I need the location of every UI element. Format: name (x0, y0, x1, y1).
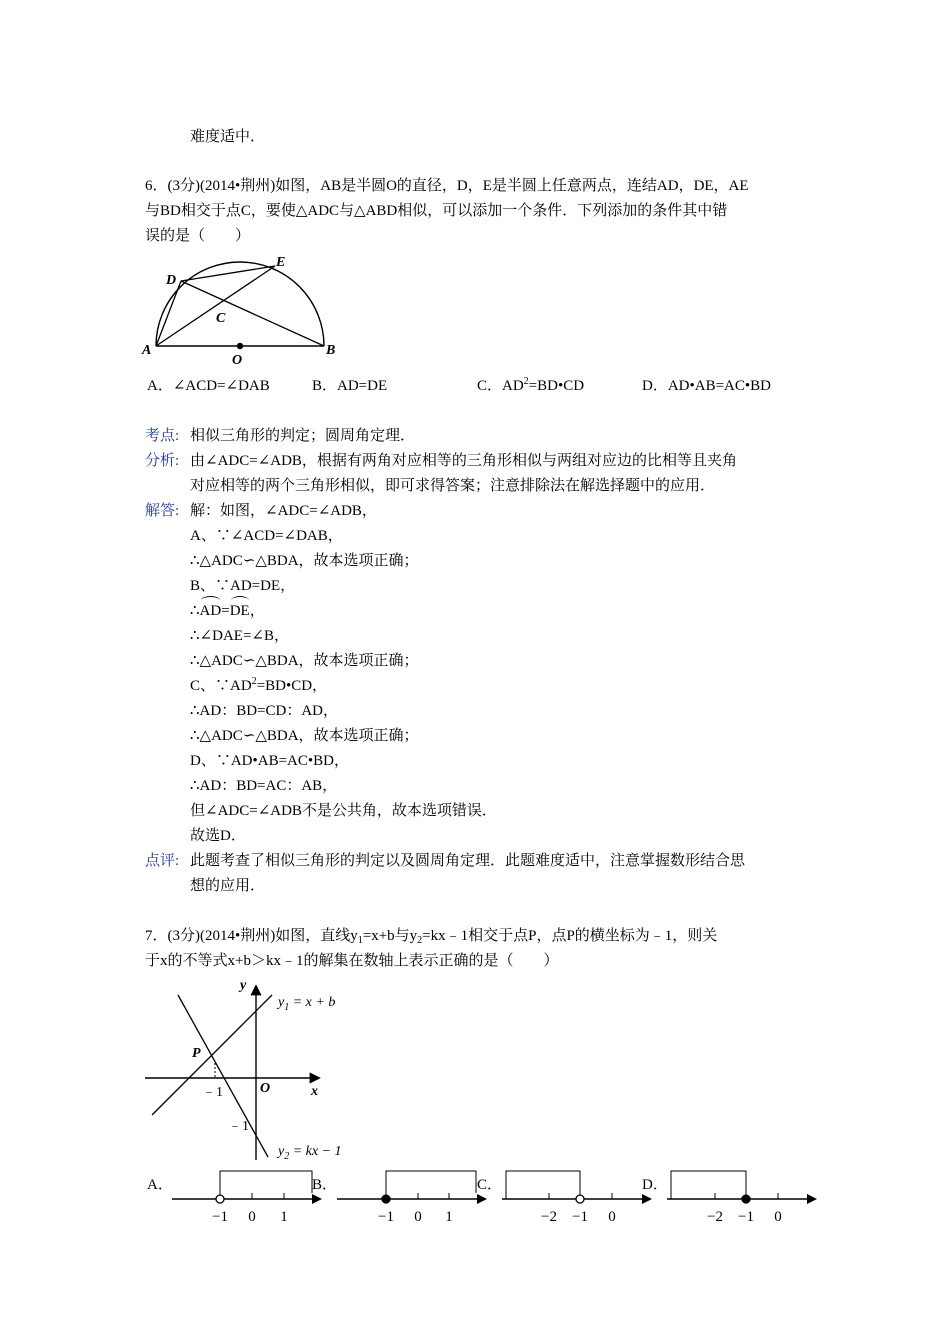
q7-number-lines (0, 1160, 950, 1230)
solution-step: D、∵AD•AB=AC•BD， (190, 753, 349, 769)
solid-point (742, 1195, 750, 1203)
q7-option-letter[interactable]: B． (312, 1177, 338, 1193)
solution-step: ∴∠DAE=∠B， (190, 628, 289, 644)
jieda-line-0: 解：如图，∠ADC=∠ADB， (190, 503, 377, 519)
solution-step: B、∵AD=DE， (190, 578, 296, 594)
q7-option-letter[interactable]: C． (477, 1177, 503, 1193)
y-axis-label: y (240, 978, 247, 993)
solution-step: ∴△ADC∽△BDA，故本选项正确； (190, 553, 419, 569)
number-line-arrow (807, 1194, 817, 1204)
hollow-point (216, 1195, 224, 1203)
x-tick-label: ﹣1 (202, 1085, 223, 1100)
solution-bracket (506, 1171, 580, 1199)
solution-step: ∴AD：BD=AC：AB， (190, 778, 338, 794)
q6-stem-line-3: 误的是（ ） (145, 228, 251, 244)
jieda-label: 解答: (145, 503, 180, 519)
label-o: O (232, 353, 243, 368)
kaodian-text: 相似三角形的判定；圆周角定理． (190, 428, 416, 444)
number-line-tick-label: −2 (707, 1209, 723, 1225)
solution-step: A、∵∠ACD=∠DAB， (190, 528, 343, 544)
number-line-tick-label: −1 (212, 1209, 228, 1225)
q7-option-letter[interactable]: A． (147, 1177, 173, 1193)
dianping-line-2: 想的应用． (190, 878, 266, 894)
number-line-arrow (642, 1194, 652, 1204)
label-d: D (166, 273, 177, 288)
number-line-tick-label: 1 (445, 1209, 453, 1225)
dianping-line-1: 此题考查了相似三角形的判定以及圆周角定理．此题难度适中，注意掌握数形结合思 (190, 853, 746, 869)
solution-step: ∴AD：BD=CD：AD， (190, 703, 339, 719)
number-line-tick-label: −1 (378, 1209, 394, 1225)
origin-label: O (260, 1081, 271, 1096)
solution-bracket (220, 1171, 312, 1199)
number-line-tick-label: 0 (248, 1209, 256, 1225)
number-line-tick-label: −1 (572, 1209, 588, 1225)
number-line-tick-label: −1 (738, 1209, 754, 1225)
q7-option-letter[interactable]: D． (642, 1177, 668, 1193)
q6-option-c[interactable]: C．$AD^2=BD•CD$ (477, 376, 585, 394)
q6-option-d[interactable]: D．AD•AB=AC•BD (642, 378, 771, 394)
arc-de: DE (229, 603, 250, 619)
solution-step: ∴△ADC∽△BDA，故本选项正确； (190, 653, 419, 669)
number-line-tick-label: 1 (280, 1209, 288, 1225)
q6-semicircle-figure (140, 250, 350, 370)
q7-stem-line-2: 于x的不等式x+b＞kx﹣1的解集在数轴上表示正确的是（ ） (145, 953, 559, 969)
hollow-point (576, 1195, 584, 1203)
q6-option-a[interactable]: A．∠ACD=∠DAB (147, 378, 270, 394)
line2-label: $y_2$ = kx − 1 (278, 1144, 342, 1162)
arc-ad: AD (199, 603, 222, 619)
dianping-label: 点评: (145, 853, 180, 869)
fenxi-label: 分析: (145, 453, 180, 469)
solution-bracket (671, 1171, 746, 1199)
point-p-label: P (192, 1046, 201, 1061)
solution-step: ∴△ADC∽△BDA，故本选项正确； (190, 728, 419, 744)
x-axis-label: x (311, 1084, 318, 1099)
number-line-tick-label: 0 (414, 1209, 422, 1225)
solid-point (382, 1195, 390, 1203)
number-line-tick-label: −2 (541, 1209, 557, 1225)
q6-stem-line-1: 6．(3分)(2014•荆州)如图，AB是半圆O的直径，D，E是半圆上任意两点，连结AD，DE，AE (145, 178, 749, 194)
label-b: B (326, 343, 336, 358)
q6-stem-line-2: 与BD相交于点C，要使△ADC与△ABD相似，可以添加一个条件．下列添加的条件其中错 (145, 203, 728, 219)
number-line-tick-label: 0 (608, 1209, 616, 1225)
solution-bracket (386, 1171, 476, 1199)
q6-option-b[interactable]: B．AD=DE (312, 378, 388, 394)
intro-text: 难度适中． (190, 129, 266, 145)
solution-step-arc: ∴AD=DE， (190, 603, 265, 619)
q7-stem-line-1: 7．(3分)(2014•荆州)如图，直线$y_1=x+b$与$y_2=kx﹣1$相交于点P，点P的横坐标为﹣1，则关 (145, 928, 718, 946)
y-tick-label: ﹣1 (228, 1119, 249, 1134)
label-c: C (216, 311, 226, 326)
label-e: E (276, 255, 286, 270)
number-line-arrow (477, 1194, 487, 1204)
number-line-arrow (312, 1194, 322, 1204)
number-line-tick-label: 0 (774, 1209, 782, 1225)
line1-label: $y_1 = x + b$ (278, 995, 336, 1013)
solution-step: C、$\because AD^2=BD•CD$， (190, 676, 328, 694)
fenxi-line-2: 对应相等的两个三角形相似，即可求得答案；注意排除法在解选择题中的应用． (190, 478, 716, 494)
solution-step: 故选D． (190, 828, 246, 844)
fenxi-line-1: 由∠ADC=∠ADB，根据有两角对应相等的三角形相似与两组对应边的比相等且夹角 (190, 453, 737, 469)
label-a: A (142, 343, 152, 358)
solution-step: 但∠ADC=∠ADB不是公共角，故本选项错误． (190, 803, 497, 819)
q7-line-graph (140, 975, 370, 1165)
kaodian-label: 考点: (145, 428, 180, 444)
